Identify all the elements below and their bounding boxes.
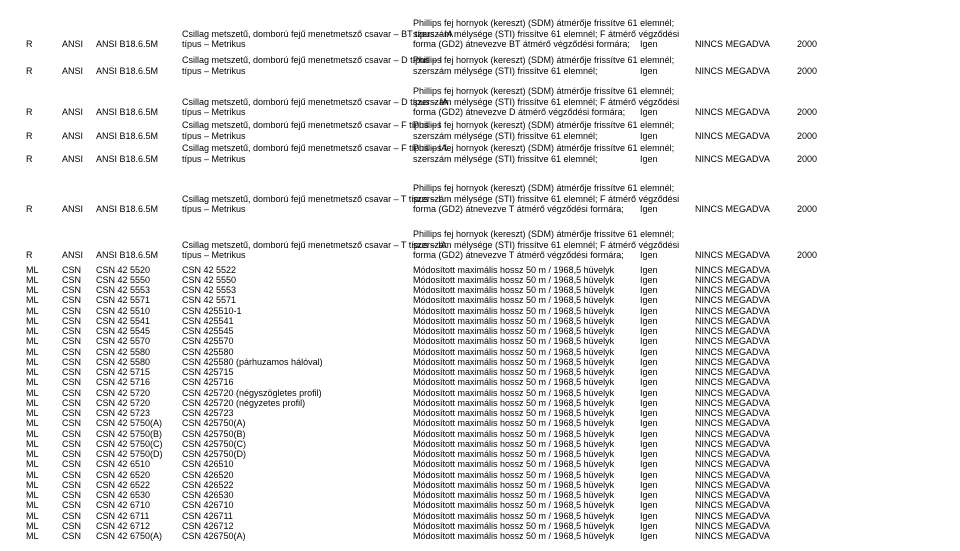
- flag-value: Igen: [640, 274, 658, 285]
- standard-body: CSN: [62, 274, 82, 285]
- status-code: ML: [26, 500, 39, 511]
- standard-number: ANSI B18.6.5M: [96, 130, 159, 141]
- status-code: ML: [26, 520, 39, 531]
- specified-value: NINCS MEGADVA: [695, 250, 770, 260]
- change-note: [413, 55, 674, 76]
- status-code: ML: [26, 336, 39, 347]
- standard-body: CSN: [62, 459, 82, 470]
- description-line: típus – Metrikus: [182, 153, 246, 164]
- specified-value: NINCS MEGADVA: [695, 377, 770, 388]
- change-note: Módosított maximális hossz 50 m / 1968,5 hüvelyk: [413, 295, 615, 306]
- status-code: ML: [26, 490, 39, 500]
- year-value: 2000: [797, 107, 818, 117]
- specified-value: NINCS MEGADVA: [695, 204, 770, 214]
- specified-value: NINCS MEGADVA: [695, 438, 770, 449]
- standard-body: ANSI: [62, 250, 84, 260]
- standard-number: CSN 42 5571: [96, 295, 151, 306]
- description-line: típus – Metrikus: [182, 39, 246, 49]
- year-value: 2000: [797, 65, 818, 76]
- standard-number: CSN 42 5750(D): [96, 449, 163, 459]
- standard-number: CSN 42 5715: [96, 367, 151, 377]
- flag-value: Igen: [640, 500, 658, 511]
- change-note: Módosított maximális hossz 50 m / 1968,5 hüvelyk: [413, 449, 615, 459]
- change-note: Módosított maximális hossz 50 m / 1968,5 hüvelyk: [413, 356, 615, 367]
- standard-body: CSN: [62, 469, 82, 480]
- year-value: 2000: [797, 130, 818, 141]
- change-note-line: szerszám mélysége (STI) frissítve 61 elemnél; F átmérő végződési: [413, 193, 680, 204]
- flag-value: Igen: [640, 377, 658, 388]
- change-note: Módosított maximális hossz 50 m / 1968,5 hüvelyk: [413, 479, 615, 490]
- flag-value: Igen: [640, 250, 658, 260]
- status-code: R: [26, 130, 33, 141]
- specified-value: NINCS MEGADVA: [695, 469, 770, 480]
- replacement-standard: CSN 425750(A): [182, 418, 246, 429]
- year-value: 2000: [797, 39, 818, 49]
- replacement-standard: CSN 425720 (négyzetes profil): [182, 397, 306, 408]
- status-code: ML: [26, 397, 39, 408]
- year-value: 2000: [797, 250, 818, 260]
- flag-value: Igen: [640, 315, 658, 326]
- flag-value: Igen: [640, 107, 658, 117]
- standard-number: CSN 42 6520: [96, 469, 151, 480]
- standard-body: CSN: [62, 336, 82, 347]
- flag-value: Igen: [640, 153, 658, 164]
- replacement-standard: CSN 42 5550: [182, 274, 237, 285]
- change-note: Módosított maximális hossz 50 m / 1968,5 hüvelyk: [413, 510, 615, 521]
- replacement-standard: CSN 426510: [182, 459, 234, 470]
- specified-value: NINCS MEGADVA: [695, 274, 770, 285]
- status-code: ML: [26, 459, 39, 470]
- flag-value: Igen: [640, 510, 658, 521]
- standard-body: CSN: [62, 438, 82, 449]
- year-value: 2000: [797, 204, 818, 214]
- standard-number: ANSI B18.6.5M: [96, 204, 159, 214]
- standard-body: CSN: [62, 326, 82, 336]
- specified-value: NINCS MEGADVA: [695, 510, 770, 521]
- replacement-standard: CSN 426520: [182, 469, 234, 480]
- status-code: ML: [26, 469, 39, 480]
- change-note-line: forma (GD2) átnevezve D átmérő végződési formára;: [413, 107, 626, 117]
- status-code: R: [26, 153, 33, 164]
- standard-body: CSN: [62, 520, 82, 531]
- standard-number: CSN 42 6510: [96, 459, 151, 470]
- specified-value: NINCS MEGADVA: [695, 295, 770, 306]
- status-code: ML: [26, 479, 39, 490]
- status-code: R: [26, 65, 33, 76]
- description-line: Csillag metszetű, domború fejű menetmetsző csavar – BT típus – IA: [182, 28, 453, 39]
- change-note-line: szerszám mélysége (STI) frissítve 61 elemnél;: [413, 65, 598, 76]
- standard-number: ANSI B18.6.5M: [96, 107, 159, 117]
- standard-number: CSN 42 5750(A): [96, 418, 163, 429]
- standard-number: CSN 42 6522: [96, 479, 151, 490]
- replacement-standard: CSN 425723: [182, 408, 234, 418]
- standard-number: CSN 42 5750(B): [96, 428, 163, 439]
- replacement-standard: CSN 425570: [182, 336, 234, 347]
- status-code: R: [26, 107, 33, 117]
- change-note: [413, 143, 674, 164]
- change-note: Módosított maximális hossz 50 m / 1968,5 hüvelyk: [413, 397, 615, 408]
- specified-value: NINCS MEGADVA: [695, 387, 770, 398]
- change-note-line: Phillips fej hornyok (kereszt) (SDM) átmérője frissítve 61 elemnél;: [413, 143, 675, 153]
- standard-body: ANSI: [62, 39, 84, 49]
- specified-value: NINCS MEGADVA: [695, 39, 770, 49]
- change-note-line: szerszám mélysége (STI) frissítve 61 elemnél;: [413, 153, 598, 164]
- standard-body: ANSI: [62, 130, 84, 141]
- standard-body: CSN: [62, 264, 82, 275]
- flag-value: Igen: [640, 490, 658, 500]
- change-note: [413, 120, 674, 141]
- change-note: Módosított maximális hossz 50 m / 1968,5 hüvelyk: [413, 408, 615, 418]
- standard-body: ANSI: [62, 107, 84, 117]
- specified-value: NINCS MEGADVA: [695, 285, 770, 295]
- replacement-standard: CSN 42 5553: [182, 285, 237, 295]
- flag-value: Igen: [640, 469, 658, 480]
- standard-number: ANSI B18.6.5M: [96, 250, 159, 260]
- change-note: Módosított maximális hossz 50 m / 1968,5 hüvelyk: [413, 500, 615, 511]
- description-line: típus – Metrikus: [182, 204, 246, 214]
- change-note: Módosított maximális hossz 50 m / 1968,5 hüvelyk: [413, 418, 615, 429]
- flag-value: Igen: [640, 305, 658, 316]
- standard-body: ANSI: [62, 153, 84, 164]
- standard-body: CSN: [62, 295, 82, 306]
- change-note: Módosított maximális hossz 50 m / 1968,5 hüvelyk: [413, 346, 615, 357]
- replacement-standard: CSN 425720 (négyszögletes profil): [182, 387, 322, 398]
- flag-value: Igen: [640, 449, 658, 459]
- change-note: Módosított maximális hossz 50 m / 1968,5 hüvelyk: [413, 264, 615, 275]
- specified-value: NINCS MEGADVA: [695, 264, 770, 275]
- replacement-standard: CSN 426711: [182, 510, 233, 521]
- replacement-standard: CSN 425580: [182, 346, 234, 357]
- status-code: ML: [26, 387, 39, 398]
- flag-value: Igen: [640, 295, 658, 306]
- standard-number: CSN 42 6712: [96, 520, 151, 531]
- status-code: ML: [26, 315, 39, 326]
- description: [182, 120, 441, 141]
- description-line: Csillag metszetű, domború fejű menetmetsző csavar – F típus – I: [182, 120, 442, 130]
- change-note-line: szerszám mélysége (STI) frissítve 61 elemnél; F átmérő végződési: [413, 96, 680, 107]
- change-note-line: Phillips fej hornyok (kereszt) (SDM) átmérője frissítve 61 elemnél;: [413, 229, 675, 239]
- change-note: Módosított maximális hossz 50 m / 1968,5 hüvelyk: [413, 315, 615, 326]
- flag-value: Igen: [640, 285, 658, 295]
- specified-value: NINCS MEGADVA: [695, 315, 770, 326]
- flag-value: Igen: [640, 520, 658, 531]
- specified-value: NINCS MEGADVA: [695, 531, 770, 541]
- replacement-standard: CSN 426750(A): [182, 531, 246, 541]
- description-line: Csillag metszetű, domború fejű menetmetsző csavar – T típus – I: [182, 193, 441, 204]
- flag-value: Igen: [640, 326, 658, 336]
- status-code: ML: [26, 326, 39, 336]
- change-note-line: Phillips fej hornyok (kereszt) (SDM) átmérője frissítve 61 elemnél;: [413, 55, 675, 65]
- standard-body: CSN: [62, 500, 82, 511]
- change-note: Módosított maximális hossz 50 m / 1968,5 hüvelyk: [413, 531, 615, 541]
- status-code: ML: [26, 356, 39, 367]
- standard-number: CSN 42 5720: [96, 397, 151, 408]
- year-value: 2000: [797, 153, 818, 164]
- status-code: ML: [26, 305, 39, 316]
- specified-value: NINCS MEGADVA: [695, 336, 770, 347]
- flag-value: Igen: [640, 387, 658, 398]
- standard-number: CSN 42 5716: [96, 377, 151, 388]
- standard-body: CSN: [62, 397, 82, 408]
- flag-value: Igen: [640, 65, 658, 76]
- status-code: ML: [26, 408, 39, 418]
- change-note-line: forma (GD2) átnevezve BT átmérő végződési formára;: [413, 39, 630, 49]
- specified-value: NINCS MEGADVA: [695, 356, 770, 367]
- replacement-standard: CSN 426522: [182, 479, 234, 490]
- description-line: Csillag metszetű, domború fejű menetmetsző csavar – F típus – IA: [182, 143, 448, 153]
- change-note: Módosított maximális hossz 50 m / 1968,5 hüvelyk: [413, 305, 615, 316]
- change-note-line: szerszám mélysége (STI) frissítve 61 elemnél; F átmérő végződési: [413, 28, 680, 39]
- replacement-standard: CSN 425715: [182, 367, 234, 377]
- change-note: Módosított maximális hossz 50 m / 1968,5 hüvelyk: [413, 336, 615, 347]
- status-code: R: [26, 204, 33, 214]
- standard-body: CSN: [62, 490, 82, 500]
- status-code: ML: [26, 510, 39, 521]
- standard-number: CSN 42 5720: [96, 387, 151, 398]
- replacement-standard: CSN 42 5522: [182, 264, 237, 275]
- flag-value: Igen: [640, 346, 658, 357]
- description: [182, 194, 441, 215]
- description-line: típus – Metrikus: [182, 130, 246, 141]
- standard-number: CSN 42 5545: [96, 326, 151, 336]
- specified-value: NINCS MEGADVA: [695, 305, 770, 316]
- flag-value: Igen: [640, 438, 658, 449]
- replacement-standard: CSN 425541: [182, 315, 234, 326]
- status-code: ML: [26, 428, 39, 439]
- standard-number: CSN 42 5553: [96, 285, 151, 295]
- standard-number: ANSI B18.6.5M: [96, 65, 159, 76]
- status-code: R: [26, 39, 33, 49]
- flag-value: Igen: [640, 418, 658, 429]
- specified-value: NINCS MEGADVA: [695, 107, 770, 117]
- change-note: Módosított maximális hossz 50 m / 1968,5 hüvelyk: [413, 367, 615, 377]
- specified-value: NINCS MEGADVA: [695, 520, 770, 531]
- standard-body: CSN: [62, 449, 82, 459]
- change-note-line: Phillips fej hornyok (kereszt) (SDM) átmérője frissítve 61 elemnél;: [413, 86, 675, 96]
- description-line: Csillag metszetű, domború fejű menetmetsző csavar – D típus – I: [182, 55, 443, 65]
- description: [182, 143, 447, 164]
- standard-number: CSN 42 5541: [96, 315, 151, 326]
- flag-value: Igen: [640, 204, 658, 214]
- flag-value: Igen: [640, 367, 658, 377]
- replacement-standard: CSN 426530: [182, 490, 234, 500]
- replacement-standard: CSN 425545: [182, 326, 234, 336]
- change-note: Módosított maximális hossz 50 m / 1968,5 hüvelyk: [413, 469, 615, 480]
- standard-number: CSN 42 5510: [96, 305, 151, 316]
- flag-value: Igen: [640, 39, 658, 49]
- change-note-line: Phillips fej hornyok (kereszt) (SDM) átmérője frissítve 61 elemnél;: [413, 183, 675, 193]
- specified-value: NINCS MEGADVA: [695, 459, 770, 470]
- standard-body: CSN: [62, 479, 82, 490]
- specified-value: NINCS MEGADVA: [695, 408, 770, 418]
- status-code: ML: [26, 367, 39, 377]
- standard-body: CSN: [62, 387, 82, 398]
- status-code: ML: [26, 449, 39, 459]
- flag-value: Igen: [640, 531, 658, 541]
- change-note: Módosított maximális hossz 50 m / 1968,5 hüvelyk: [413, 428, 615, 439]
- specified-value: NINCS MEGADVA: [695, 65, 770, 76]
- standard-number: CSN 42 5580: [96, 356, 151, 367]
- replacement-standard: CSN 425750(D): [182, 449, 247, 459]
- replacement-standard: CSN 425580 (párhuzamos hálóval): [182, 356, 323, 367]
- standard-number: CSN 42 6711: [96, 510, 150, 521]
- change-note: Módosított maximális hossz 50 m / 1968,5 hüvelyk: [413, 377, 615, 388]
- standard-body: CSN: [62, 305, 82, 316]
- standard-body: CSN: [62, 315, 82, 326]
- flag-value: Igen: [640, 336, 658, 347]
- standard-body: CSN: [62, 346, 82, 357]
- change-note: Módosított maximális hossz 50 m / 1968,5 hüvelyk: [413, 520, 615, 531]
- change-note-line: szerszám mélysége (STI) frissítve 61 elemnél;: [413, 130, 598, 141]
- standard-number: CSN 42 5520: [96, 264, 151, 275]
- standard-body: ANSI: [62, 204, 84, 214]
- standard-body: CSN: [62, 418, 82, 429]
- replacement-standard: CSN 425510-1: [182, 305, 242, 316]
- standard-body: CSN: [62, 531, 82, 541]
- status-code: ML: [26, 531, 39, 541]
- specified-value: NINCS MEGADVA: [695, 326, 770, 336]
- specified-value: NINCS MEGADVA: [695, 500, 770, 511]
- status-code: ML: [26, 438, 39, 449]
- standard-number: CSN 42 6710: [96, 500, 151, 511]
- standard-body: CSN: [62, 408, 82, 418]
- standard-number: CSN 42 5723: [96, 408, 151, 418]
- replacement-standard: CSN 426712: [182, 520, 234, 531]
- flag-value: Igen: [640, 459, 658, 470]
- change-note-line: szerszám mélysége (STI) frissítve 61 elemnél; F átmérő végződési: [413, 239, 680, 250]
- status-code: ML: [26, 346, 39, 357]
- standard-number: CSN 42 5580: [96, 346, 151, 357]
- flag-value: Igen: [640, 479, 658, 490]
- flag-value: Igen: [640, 264, 658, 275]
- flag-value: Igen: [640, 130, 658, 141]
- status-code: ML: [26, 418, 39, 429]
- standard-number: CSN 42 5550: [96, 274, 151, 285]
- standard-number: ANSI B18.6.5M: [96, 39, 159, 49]
- specified-value: NINCS MEGADVA: [695, 449, 770, 459]
- standard-body: CSN: [62, 356, 82, 367]
- flag-value: Igen: [640, 408, 658, 418]
- specified-value: NINCS MEGADVA: [695, 130, 770, 141]
- status-code: ML: [26, 295, 39, 306]
- change-note-line: Phillips fej hornyok (kereszt) (SDM) átmérője frissítve 61 elemnél;: [413, 120, 675, 130]
- change-note: Módosított maximális hossz 50 m / 1968,5 hüvelyk: [413, 387, 615, 398]
- specified-value: NINCS MEGADVA: [695, 479, 770, 490]
- description: [182, 240, 447, 261]
- standard-number: ANSI B18.6.5M: [96, 153, 159, 164]
- change-note-line: forma (GD2) átnevezve T átmérő végződési formára;: [413, 204, 624, 214]
- standard-number: CSN 42 5570: [96, 336, 151, 347]
- specified-value: NINCS MEGADVA: [695, 153, 770, 164]
- replacement-standard: CSN 426710: [182, 500, 234, 511]
- specified-value: NINCS MEGADVA: [695, 418, 770, 429]
- change-note-line: forma (GD2) átnevezve T átmérő végződési formára;: [413, 250, 624, 260]
- change-note: Módosított maximális hossz 50 m / 1968,5 hüvelyk: [413, 490, 615, 500]
- standard-body: CSN: [62, 428, 82, 439]
- change-note: Módosított maximális hossz 50 m / 1968,5 hüvelyk: [413, 274, 615, 285]
- description-line: típus – Metrikus: [182, 65, 246, 76]
- specified-value: NINCS MEGADVA: [695, 490, 770, 500]
- status-code: ML: [26, 377, 39, 388]
- standard-body: CSN: [62, 377, 82, 388]
- description-line: Csillag metszetű, domború fejű menetmetsző csavar – T típus – IA: [182, 239, 447, 250]
- replacement-standard: CSN 425750(C): [182, 438, 247, 449]
- specified-value: NINCS MEGADVA: [695, 428, 770, 439]
- standard-body: ANSI: [62, 65, 84, 76]
- status-code: R: [26, 250, 33, 260]
- specified-value: NINCS MEGADVA: [695, 397, 770, 408]
- status-code: ML: [26, 274, 39, 285]
- specified-value: NINCS MEGADVA: [695, 346, 770, 357]
- standard-body: CSN: [62, 285, 82, 295]
- description-line: típus – Metrikus: [182, 107, 246, 117]
- description: [182, 97, 448, 118]
- standard-body: CSN: [62, 367, 82, 377]
- description-line: Csillag metszetű, domború fejű menetmetsző csavar – D típus – IA: [182, 96, 449, 107]
- change-note-line: Phillips fej hornyok (kereszt) (SDM) átmérője frissítve 61 elemnél;: [413, 18, 675, 28]
- flag-value: Igen: [640, 397, 658, 408]
- replacement-standard: CSN 425750(B): [182, 428, 246, 439]
- standard-number: CSN 42 5750(C): [96, 438, 163, 449]
- flag-value: Igen: [640, 428, 658, 439]
- standard-body: CSN: [62, 510, 82, 521]
- change-note: Módosított maximális hossz 50 m / 1968,5 hüvelyk: [413, 438, 615, 449]
- status-code: ML: [26, 285, 39, 295]
- change-note: Módosított maximális hossz 50 m / 1968,5 hüvelyk: [413, 285, 615, 295]
- change-note: Módosított maximális hossz 50 m / 1968,5 hüvelyk: [413, 326, 615, 336]
- change-note: Módosított maximális hossz 50 m / 1968,5 hüvelyk: [413, 459, 615, 470]
- flag-value: Igen: [640, 356, 658, 367]
- standard-number: CSN 42 6750(A): [96, 531, 163, 541]
- replacement-standard: CSN 42 5571: [182, 295, 237, 306]
- description-line: típus – Metrikus: [182, 250, 246, 260]
- standard-number: CSN 42 6530: [96, 490, 151, 500]
- replacement-standard: CSN 425716: [182, 377, 234, 388]
- description: [182, 55, 442, 76]
- status-code: ML: [26, 264, 39, 275]
- specified-value: NINCS MEGADVA: [695, 367, 770, 377]
